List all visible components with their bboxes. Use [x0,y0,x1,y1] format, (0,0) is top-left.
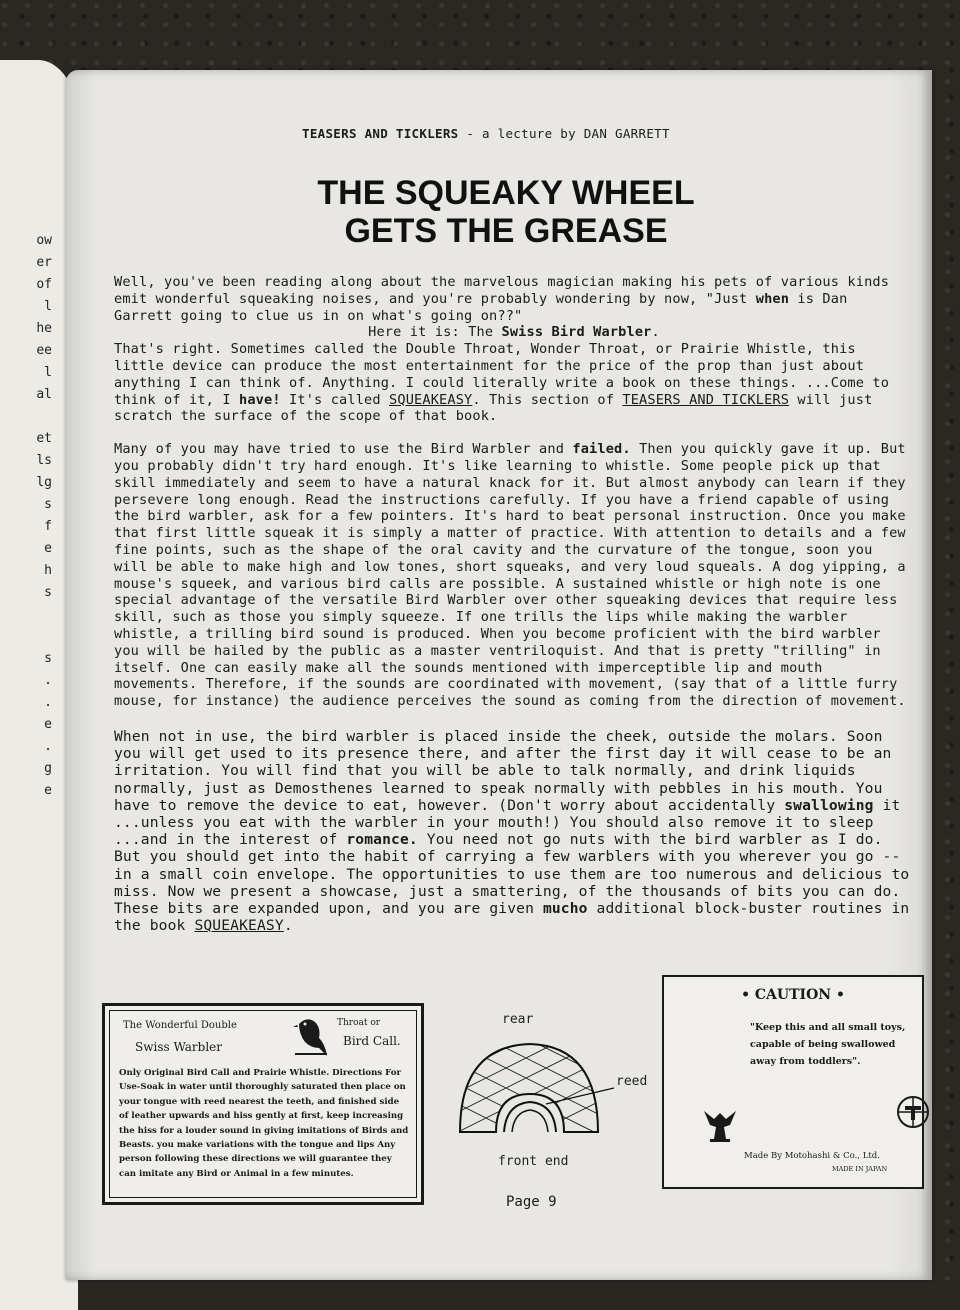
left-page-fragment [2,626,52,648]
text: it ...unless you eat with the warbler in your mouth!) You should also remove it to sleep ...and in the interest of [114,796,901,849]
package-bird-call: Bird Call. [343,1034,401,1048]
left-page-fragment: e [44,717,52,732]
text: will just scratch the surface of the scope of that book. [114,391,873,425]
text: Many of you may have tried to use the Bird Warbler and [114,441,573,458]
diagram-label-front: front end [498,1154,569,1169]
text: . [651,324,660,341]
left-page-fragment: er [36,255,52,270]
page-title [216,174,796,250]
text: additional block-buster routines in the book [114,899,910,935]
eagle-logo-icon [700,1105,740,1145]
text: . [283,917,293,935]
left-page-fragment [2,604,52,626]
globe-logo-icon [896,1095,930,1129]
emphasis: swallowing [784,796,874,814]
diagram-label-reed: reed [616,1074,648,1089]
left-page-fragment: al [36,387,52,402]
paragraph-1-cont [114,341,914,425]
left-page-fragment: . [44,695,52,710]
text: . This section of [472,391,623,408]
article-body [114,274,914,934]
left-page-fragment: s [44,651,52,666]
warbler-diagram [446,1008,666,1178]
emphasis: have! [239,391,281,408]
text: Then you quickly gave it up. But you probably didn't try hard enough. It's like learning to whistle. Some people pick up that skill immediately and seem to have a natural knack for it. But almost anybody can learn if they persevere long enough. Read the instructions carefully. If you have a friend capable of using the bird warbler, ask for a few pointers. It's hard to beat personal instruction. Once you make that first little squeak it is simply a matter of practice. With attention to details and a few fine points, such as the shape of the oral cavity and the curvature of the tongue, soon you will be able to make high and low tones, short squeaks, and very loud squeals. A dog yipping, a mouse's squeek, and various bird calls are possible. A sustained whistle or high note is one special advantage of the versatile Bird Warbler over other squeaking devices that require less skill, such as those you simply squeeze. If one trills the lips while making the warbler whistle, a trilling bird sound is produced. When you become proficient with the bird warbler you will be hailed by the public as a master ventriloquist. And that is pretty "trilling" in itself. One can easily make all the sounds mentioned with imperceptible lip and mouth movements. Therefore, if the sounds are coordinated with movement, (say that of a little furry mouse, for instance) the audience perceives the sound as coming from the direction of movement. [114,441,906,710]
manufacturer: Made By Motohashi & Co., Ltd. [744,1151,880,1161]
left-page-fragment: s [44,497,52,512]
left-page-fragment: lg [36,475,52,490]
left-page-fragment: he [36,321,52,336]
package-directions: Only Original Bird Call and Prairie Whistle. Directions For Use-Soak in water until thoroughly saturated then place on your tongue with reed nearest the teeth, and finished side of leather upwards and hiss gently at first, keep increasing the hiss for a louder sound in giving imitations of Birds and Beasts. you make variations with the tongue and lips Any person following these directions we will guarantee they can imitate any Bird or Animal in a few minutes. [119,1068,409,1179]
text: It's called [280,391,390,408]
emphasis: mucho [542,899,588,917]
book-title: SQUEAKEASY [194,917,284,935]
page-number: Page 9 [506,1194,557,1210]
left-page-fragment: . [44,739,52,754]
emphasis: when [755,290,790,307]
title-line-2: GETS THE GREASE [344,212,668,250]
left-page-fragment: g [44,761,52,776]
left-page-fragment: l [44,299,52,314]
bird-icon [291,1014,331,1060]
warbler-package-box [102,1003,424,1205]
emphasis: failed. [572,441,631,458]
made-in-japan: MADE IN JAPAN [832,1165,888,1173]
intro-line [114,324,914,341]
paragraph-1 [114,274,914,324]
left-page-fragment [2,406,52,428]
left-page-fragment: h [44,563,52,578]
running-header [302,126,670,141]
left-page-fragment: ee [36,343,52,358]
text: That's right. Sometimes called the Double Throat, Wonder Throat, or Prairie Whistle, this little device can produce the most entertainment for the price of the prop than just about anything I can think of. Anything. I could literally write a book on these things. ...Come to think of it, I [114,341,890,408]
paragraph-2 [114,441,914,710]
paragraph-3 [114,728,914,934]
left-page-fragment: f [44,519,52,534]
package-top-right-text: Throat or [337,1018,381,1028]
left-page-fragment: l [44,365,52,380]
diagram-label-rear: rear [502,1012,534,1027]
left-page-fragment: e [44,541,52,556]
left-page-fragment: of [36,277,52,292]
text: When not in use, the bird warbler is placed inside the cheek, outside the molars. Soon you will get used to its presence there, and after the first day it will cease to be an irritation. You will find that you will be able to talk normally, and drink liquids normally, just as Demosthenes learned to speak normally with pebbles in his mouth. You have to remove the device to eat, however. (Don't worry about accidentally [114,727,892,814]
text: Well, you've been reading along about the marvelous magician making his pets of various kinds emit wonderful squeaking noises, and you're probably wondering by now, "Just [114,274,890,307]
book-title: SQUEAKEASY [389,391,473,408]
text: is Dan Garrett going to clue us in on what's going on??" [114,290,848,324]
emphasis: romance. [346,831,418,849]
emphasis: Swiss Bird Warbler [501,324,652,341]
package-top-text: The Wonderful Double [123,1020,237,1031]
title-line-1: THE SQUEAKY WHEEL [317,174,695,212]
left-page-fragment: . [44,673,52,688]
left-page-fragment: et [36,431,52,446]
left-page-text-fragments [2,230,52,802]
warbler-shape-icon [446,1008,666,1158]
header-title: TEASERS AND TICKLERS [302,126,459,141]
left-page-fragment: ls [36,453,52,468]
text: Here it is: The [368,324,502,341]
text: You need not go nuts with the bird warbler as I do. But you should get into the habit of carrying a few warblers with you wherever you go -- in a small coin envelope. The opportunities to use them are too numerous and delicious to miss. Now we present a showcase, just a smattering, of the thousands of bits you can do. These bits are expanded upon, and you are given [114,831,910,917]
caution-box [662,975,924,1189]
left-page-fragment: ow [36,233,52,248]
left-page-fragment: e [44,783,52,798]
package-product-name: Swiss Warbler [135,1040,222,1054]
left-page-fragment: s [44,585,52,600]
book-title: TEASERS AND TICKLERS [622,391,790,408]
caution-title: • CAUTION • [741,987,845,1003]
caution-text: "Keep this and all small toys, capable of being swallowed away from toddlers". [750,1022,906,1067]
header-subtitle: - a lecture by DAN GARRETT [458,126,670,141]
booklet-page [66,70,932,1280]
